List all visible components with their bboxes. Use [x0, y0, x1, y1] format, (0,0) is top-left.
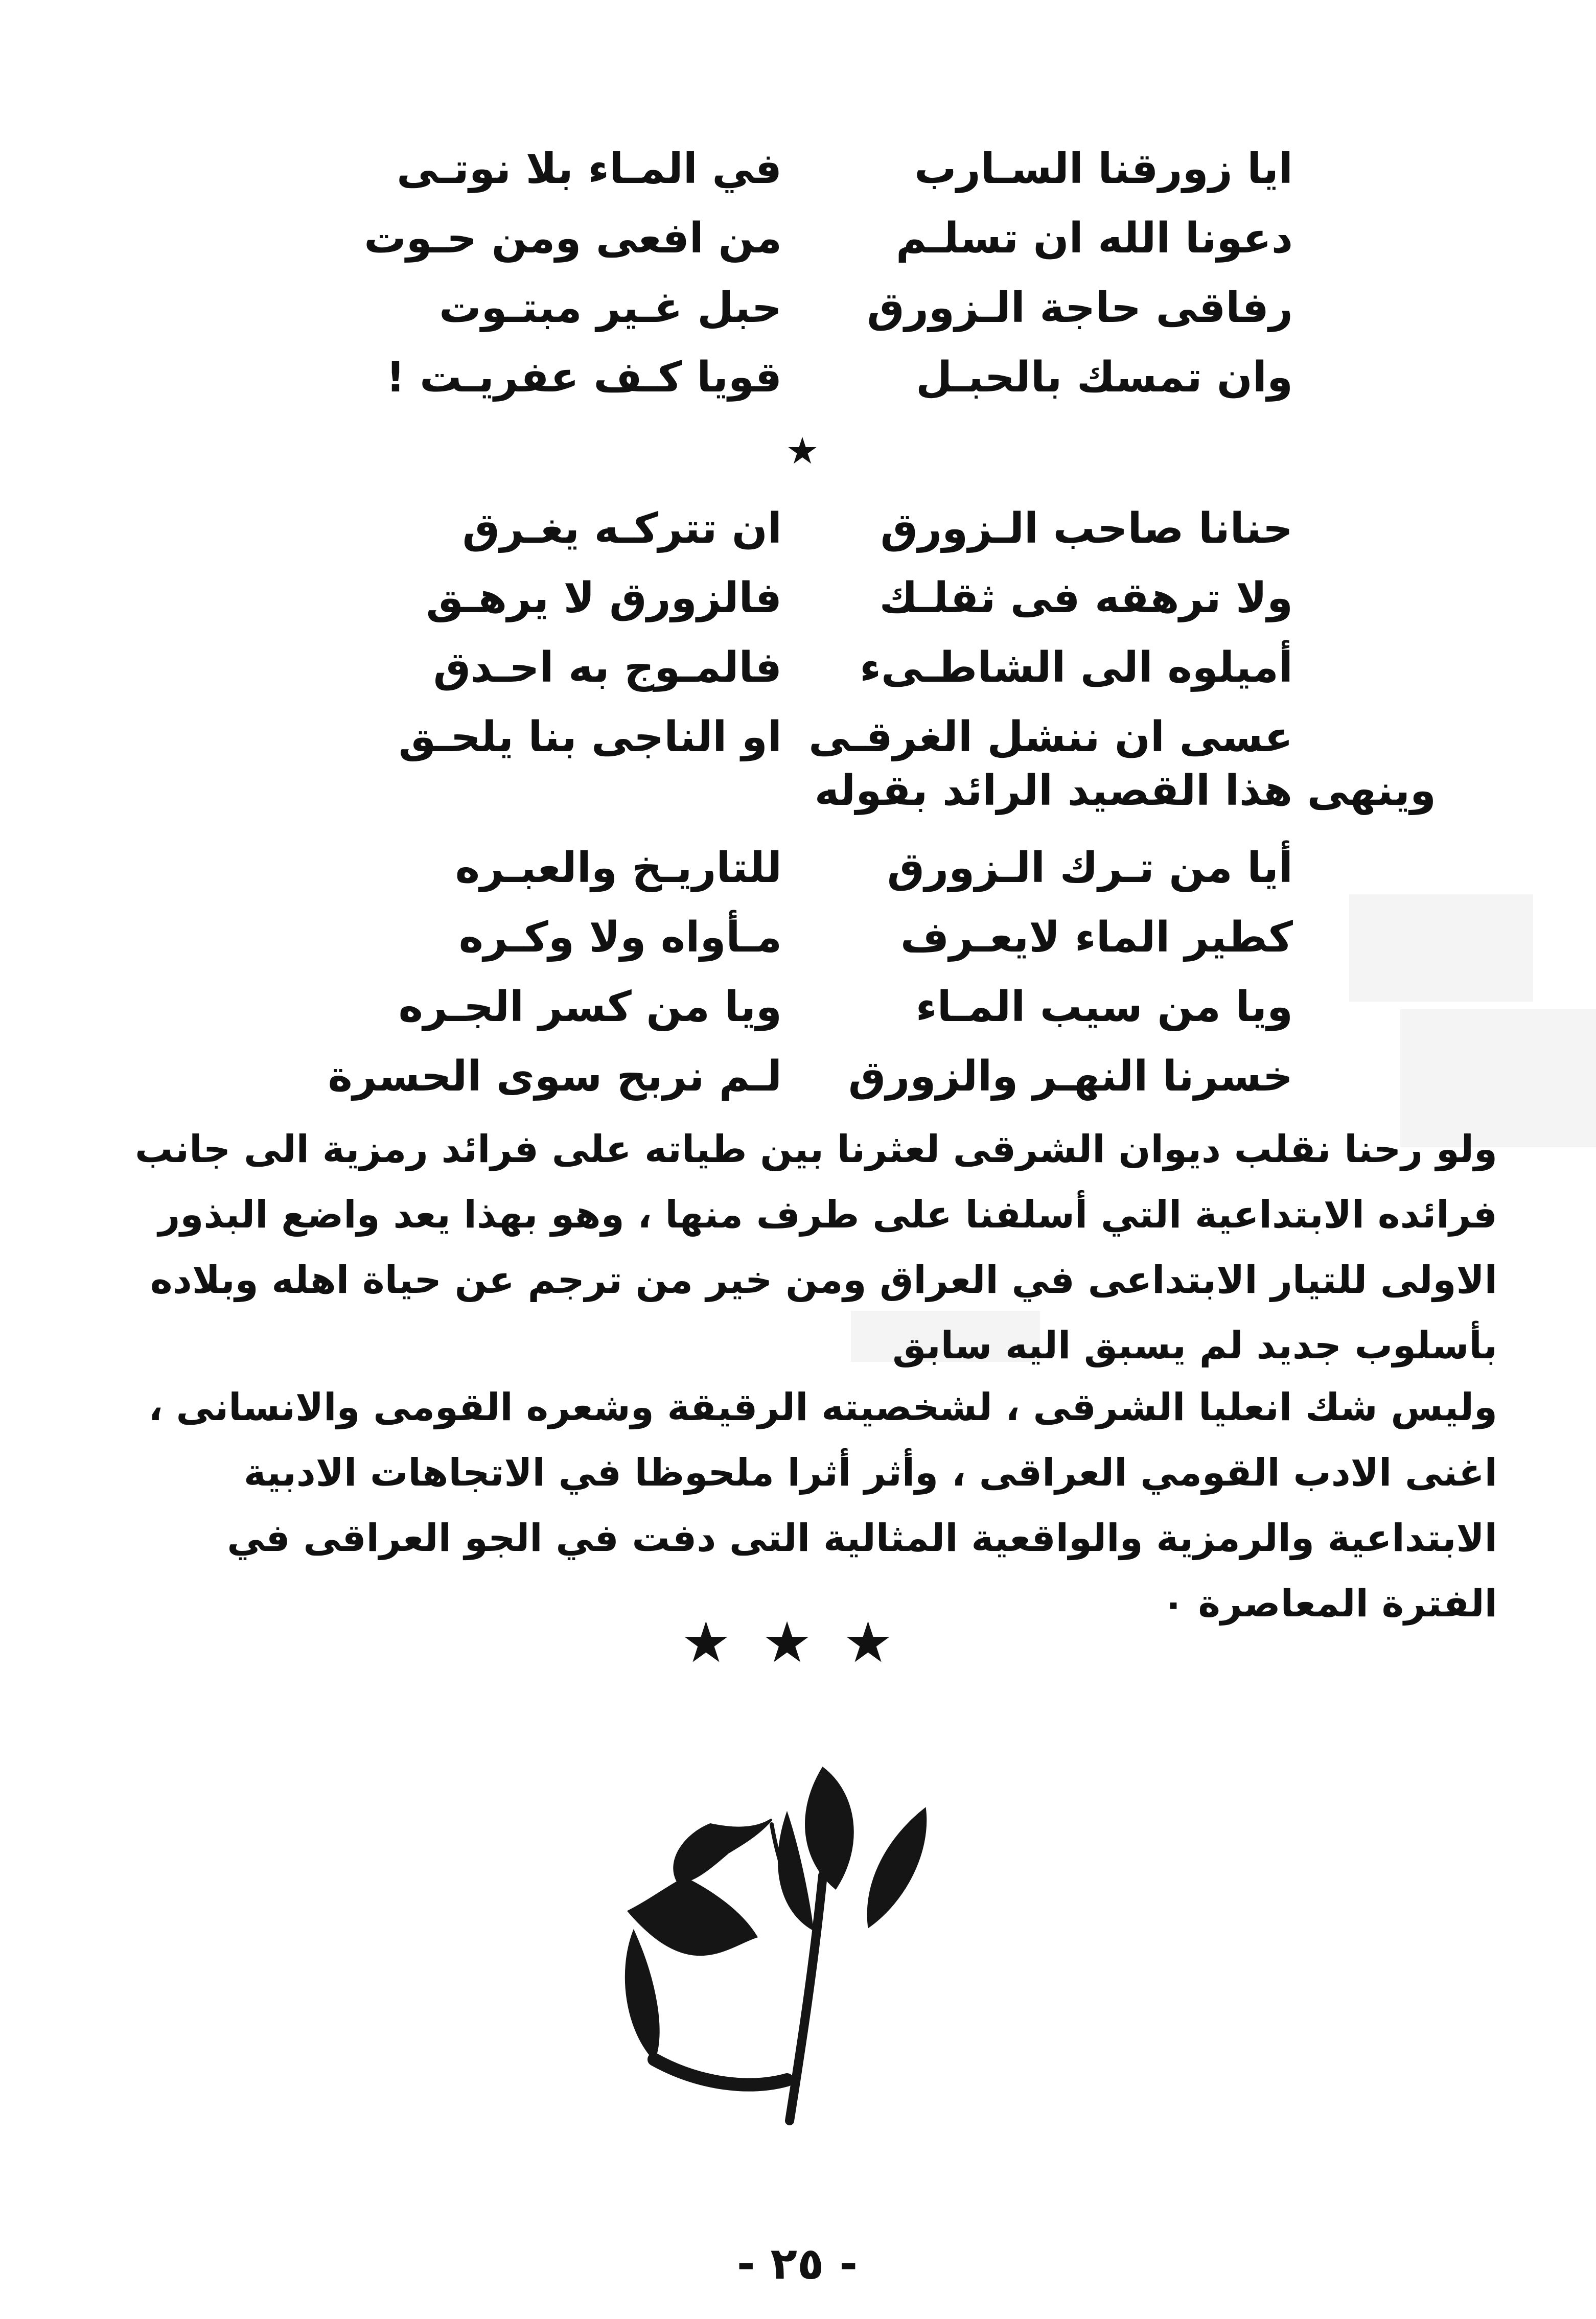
verse-hemistich-first: رفاقى حاجة الـزورق — [867, 283, 1293, 332]
verse-line — [286, 1041, 1293, 1111]
verse-hemistich-second: مـأواه ولا وكـره — [458, 913, 782, 962]
poem-stanza-2 — [286, 494, 1293, 772]
verse-line — [286, 972, 1293, 1041]
verse-hemistich-first: وان تمسك بالحبـل — [916, 353, 1293, 402]
poem-stanza-1 — [286, 134, 1293, 412]
stars-separator: ★★★ — [681, 1610, 924, 1675]
prose-paragraph-2: وليس شك انعليا الشرقى ، لشخصيته الرقيقة وشعره القومى والانسانى ، اغنى الادب القومي العراقى ، وأثر أثرا ملحوظا في الاتجاهات الادبية الابتداعية والرمزية والواقعية المثالية التى دفت في الجو العراقى في الفترة المعاصرة ٠ — [148, 1385, 1497, 1626]
verse-hemistich-first: أيا من تـرك الـزورق — [887, 843, 1293, 892]
verse-hemistich-second: فالمـوج به احـدق — [433, 643, 782, 692]
verse-hemistich-second: لـم نربح سوى الحسرة — [328, 1052, 782, 1101]
verse-line — [286, 134, 1293, 203]
verse-hemistich-first: خسرنا النهـر والزورق — [848, 1052, 1293, 1101]
verse-hemistich-first: ولا ترهقه فى ثقلـك — [879, 573, 1293, 622]
verse-hemistich-first: ويا من سيب المـاء — [915, 982, 1293, 1031]
verse-hemistich-second: في المـاء بلا نوتـى — [397, 144, 782, 193]
verse-line — [286, 273, 1293, 342]
verse-hemistich-first: حنانا صاحب الـزورق — [880, 504, 1293, 553]
page-number: - ٢٥ - — [736, 2238, 858, 2289]
verse-line — [286, 833, 1293, 902]
verse-hemistich-second: فالزورق لا يرهـق — [426, 573, 782, 622]
verse-hemistich-first: دعونا الله ان تسلـم — [896, 214, 1293, 263]
verse-line — [286, 633, 1293, 702]
verse-hemistich-second: ويا من كسر الجـره — [398, 982, 782, 1031]
verse-hemistich-second: قويا كـف عفريـت ! — [386, 353, 782, 402]
floral-ornament-icon — [557, 1758, 1017, 2126]
poem-stanza-3 — [286, 833, 1293, 1111]
verse-hemistich-second: من افعى ومن حـوت — [364, 214, 782, 263]
star-separator: ★ — [785, 429, 819, 472]
verse-hemistich-first: كطير الماء لايعـرف — [900, 913, 1293, 962]
verse-hemistich-first: أميلوه الى الشاطـىء — [860, 643, 1293, 692]
prose-paragraph-1: ولو رحنا نقلب ديوان الشرقى لعثرنا بين طياته على فرائد رمزية الى جانب فرائده الابتداعية التي أسلفنا على طرف منها ، وهو بهذا يعد واضع البذور الاولى للتيار الابتداعى في العراق ومن خير من ترجم عن حياة اهله وبلاده بأسلوب جديد لم يسبق اليه سابق — [134, 1127, 1497, 1367]
intro-line: وينهى هذا القصيد الرائد بقوله — [814, 767, 1436, 815]
verse-line — [286, 702, 1293, 772]
verse-line — [286, 342, 1293, 412]
verse-line — [286, 203, 1293, 273]
verse-line — [286, 902, 1293, 972]
verse-hemistich-first: عسى ان ننشل الغرقـى — [808, 712, 1293, 761]
verse-hemistich-second: حبل غـير مبتـوت — [439, 283, 782, 332]
scan-smudge — [1349, 894, 1533, 1002]
verse-hemistich-second: او الناجى بنا يلحـق — [398, 712, 782, 761]
verse-line — [286, 494, 1293, 563]
verse-hemistich-first: ايا زورقنا السـارب — [914, 144, 1293, 193]
verse-line — [286, 563, 1293, 633]
verse-hemistich-second: للتاريـخ والعبـره — [455, 843, 782, 892]
verse-hemistich-second: ان تتركـه يغـرق — [462, 504, 782, 553]
